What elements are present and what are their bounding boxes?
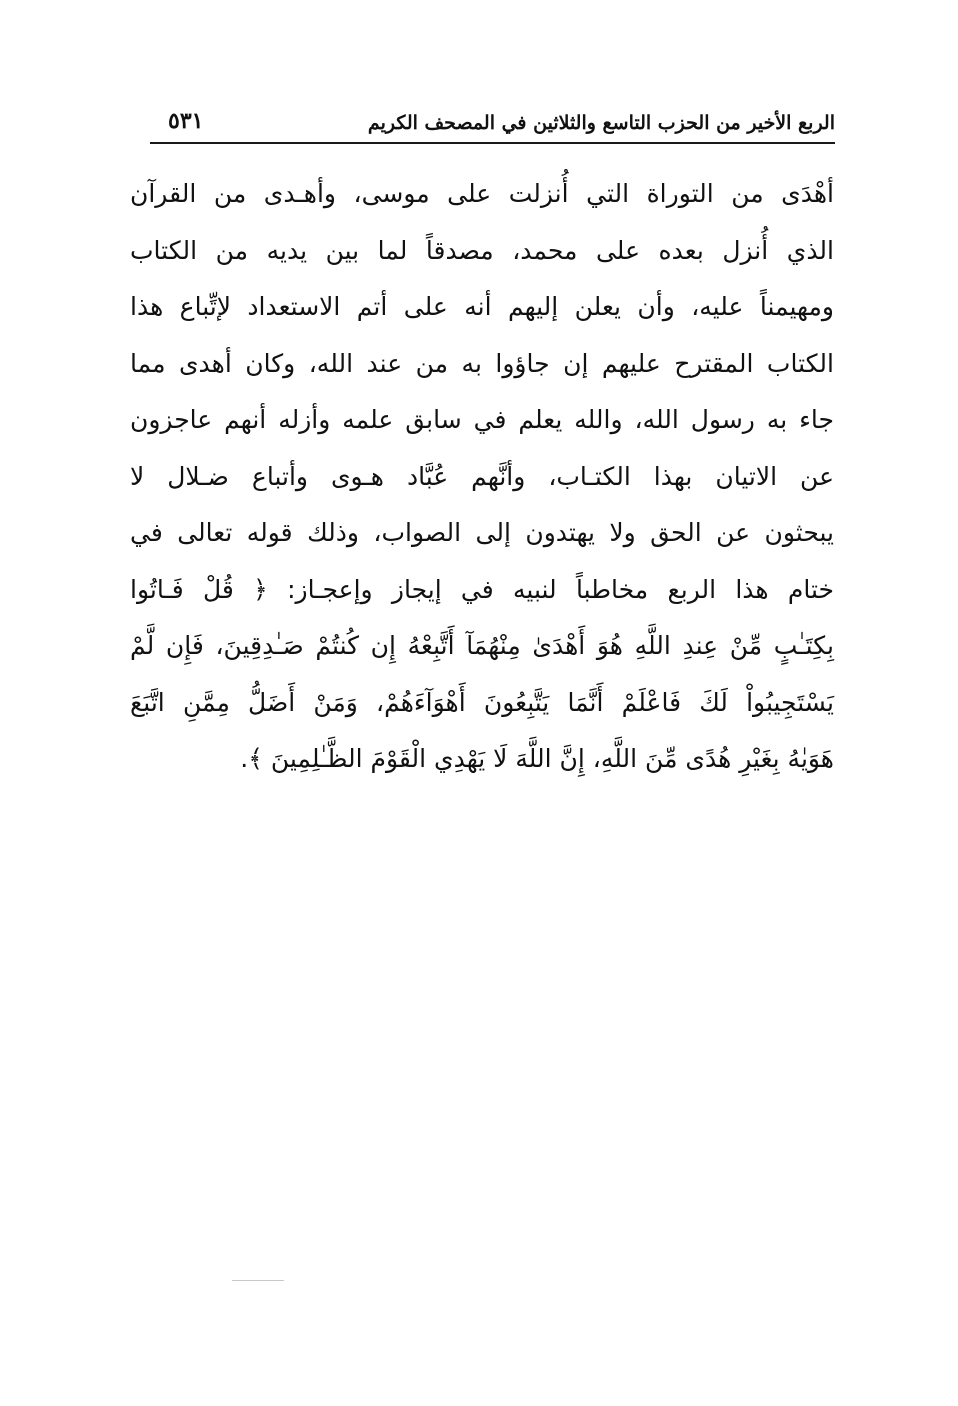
running-header bbox=[150, 98, 835, 144]
body-text bbox=[130, 166, 834, 788]
page-number: ٥٣١ bbox=[168, 108, 204, 134]
scan-speck bbox=[232, 1280, 284, 1281]
quran-verse-line-1: بِكِتَـٰبٍ مِّنْ عِندِ اللَّهِ هُوَ أَهْدَىٰ مِنْهُمَآ أَتَّبِعْهُ إِن كُنتُمْ صَـٰدِقِينَ، فَإِن لَّمْ bbox=[130, 631, 834, 660]
text-line-8: ختام هذا الربع مخاطباً لنبيه في إيجاز وإعجـاز: ﴿ قُلْ فَـاتُوا bbox=[130, 574, 834, 604]
text-line-4: الكتاب المقترح عليهم إن جاؤوا به من عند الله، وكان أهدى مما bbox=[130, 348, 834, 378]
text-line-1: أهْدَى من التوراة التي أُنزلت على موسى، وأهـدى من القرآن bbox=[130, 179, 834, 208]
quran-verse-line-2: يَسْتَجِيبُواْ لَكَ فَاعْلَمْ أَنَّمَا يَتَّبِعُونَ أَهْوَآءَهُمْ، وَمَنْ أَضَلُّ مِمَّنِ اتَّبَعَ bbox=[130, 687, 834, 717]
text-line-5: جاء به رسول الله، والله يعلم في سابق علمه وأزله أنهم عاجزون bbox=[130, 405, 834, 434]
text-line-3: ومهيمناً عليه، وأن يعلن إليهم أنه على أتم الاستعداد لإتِّباع هذا bbox=[130, 292, 834, 321]
text-line-7: يبحثون عن الحق ولا يهتدون إلى الصواب، وذلك قوله تعالى في bbox=[130, 518, 834, 547]
text-line-6: عن الاتيان بهذا الكتـاب، وأنَّهم عُبَّاد هـوى وأتباع ضـلال لا bbox=[130, 461, 834, 491]
header-title: الربع الأخير من الحزب التاسع والثلاثين في المصحف الكريم bbox=[367, 112, 835, 134]
text-line-2: الذي أُنزل بعده على محمد، مصدقاً لما بين يديه من الكتاب bbox=[130, 235, 834, 265]
quran-verse-line-3: هَوَيٰهُ بِغَيْرِ هُدًى مِّنَ اللَّهِ، إِنَّ اللَّهَ لَا يَهْدِي الْقَوْمَ الظَّـٰلِمِينَ ﴾. bbox=[240, 744, 834, 773]
